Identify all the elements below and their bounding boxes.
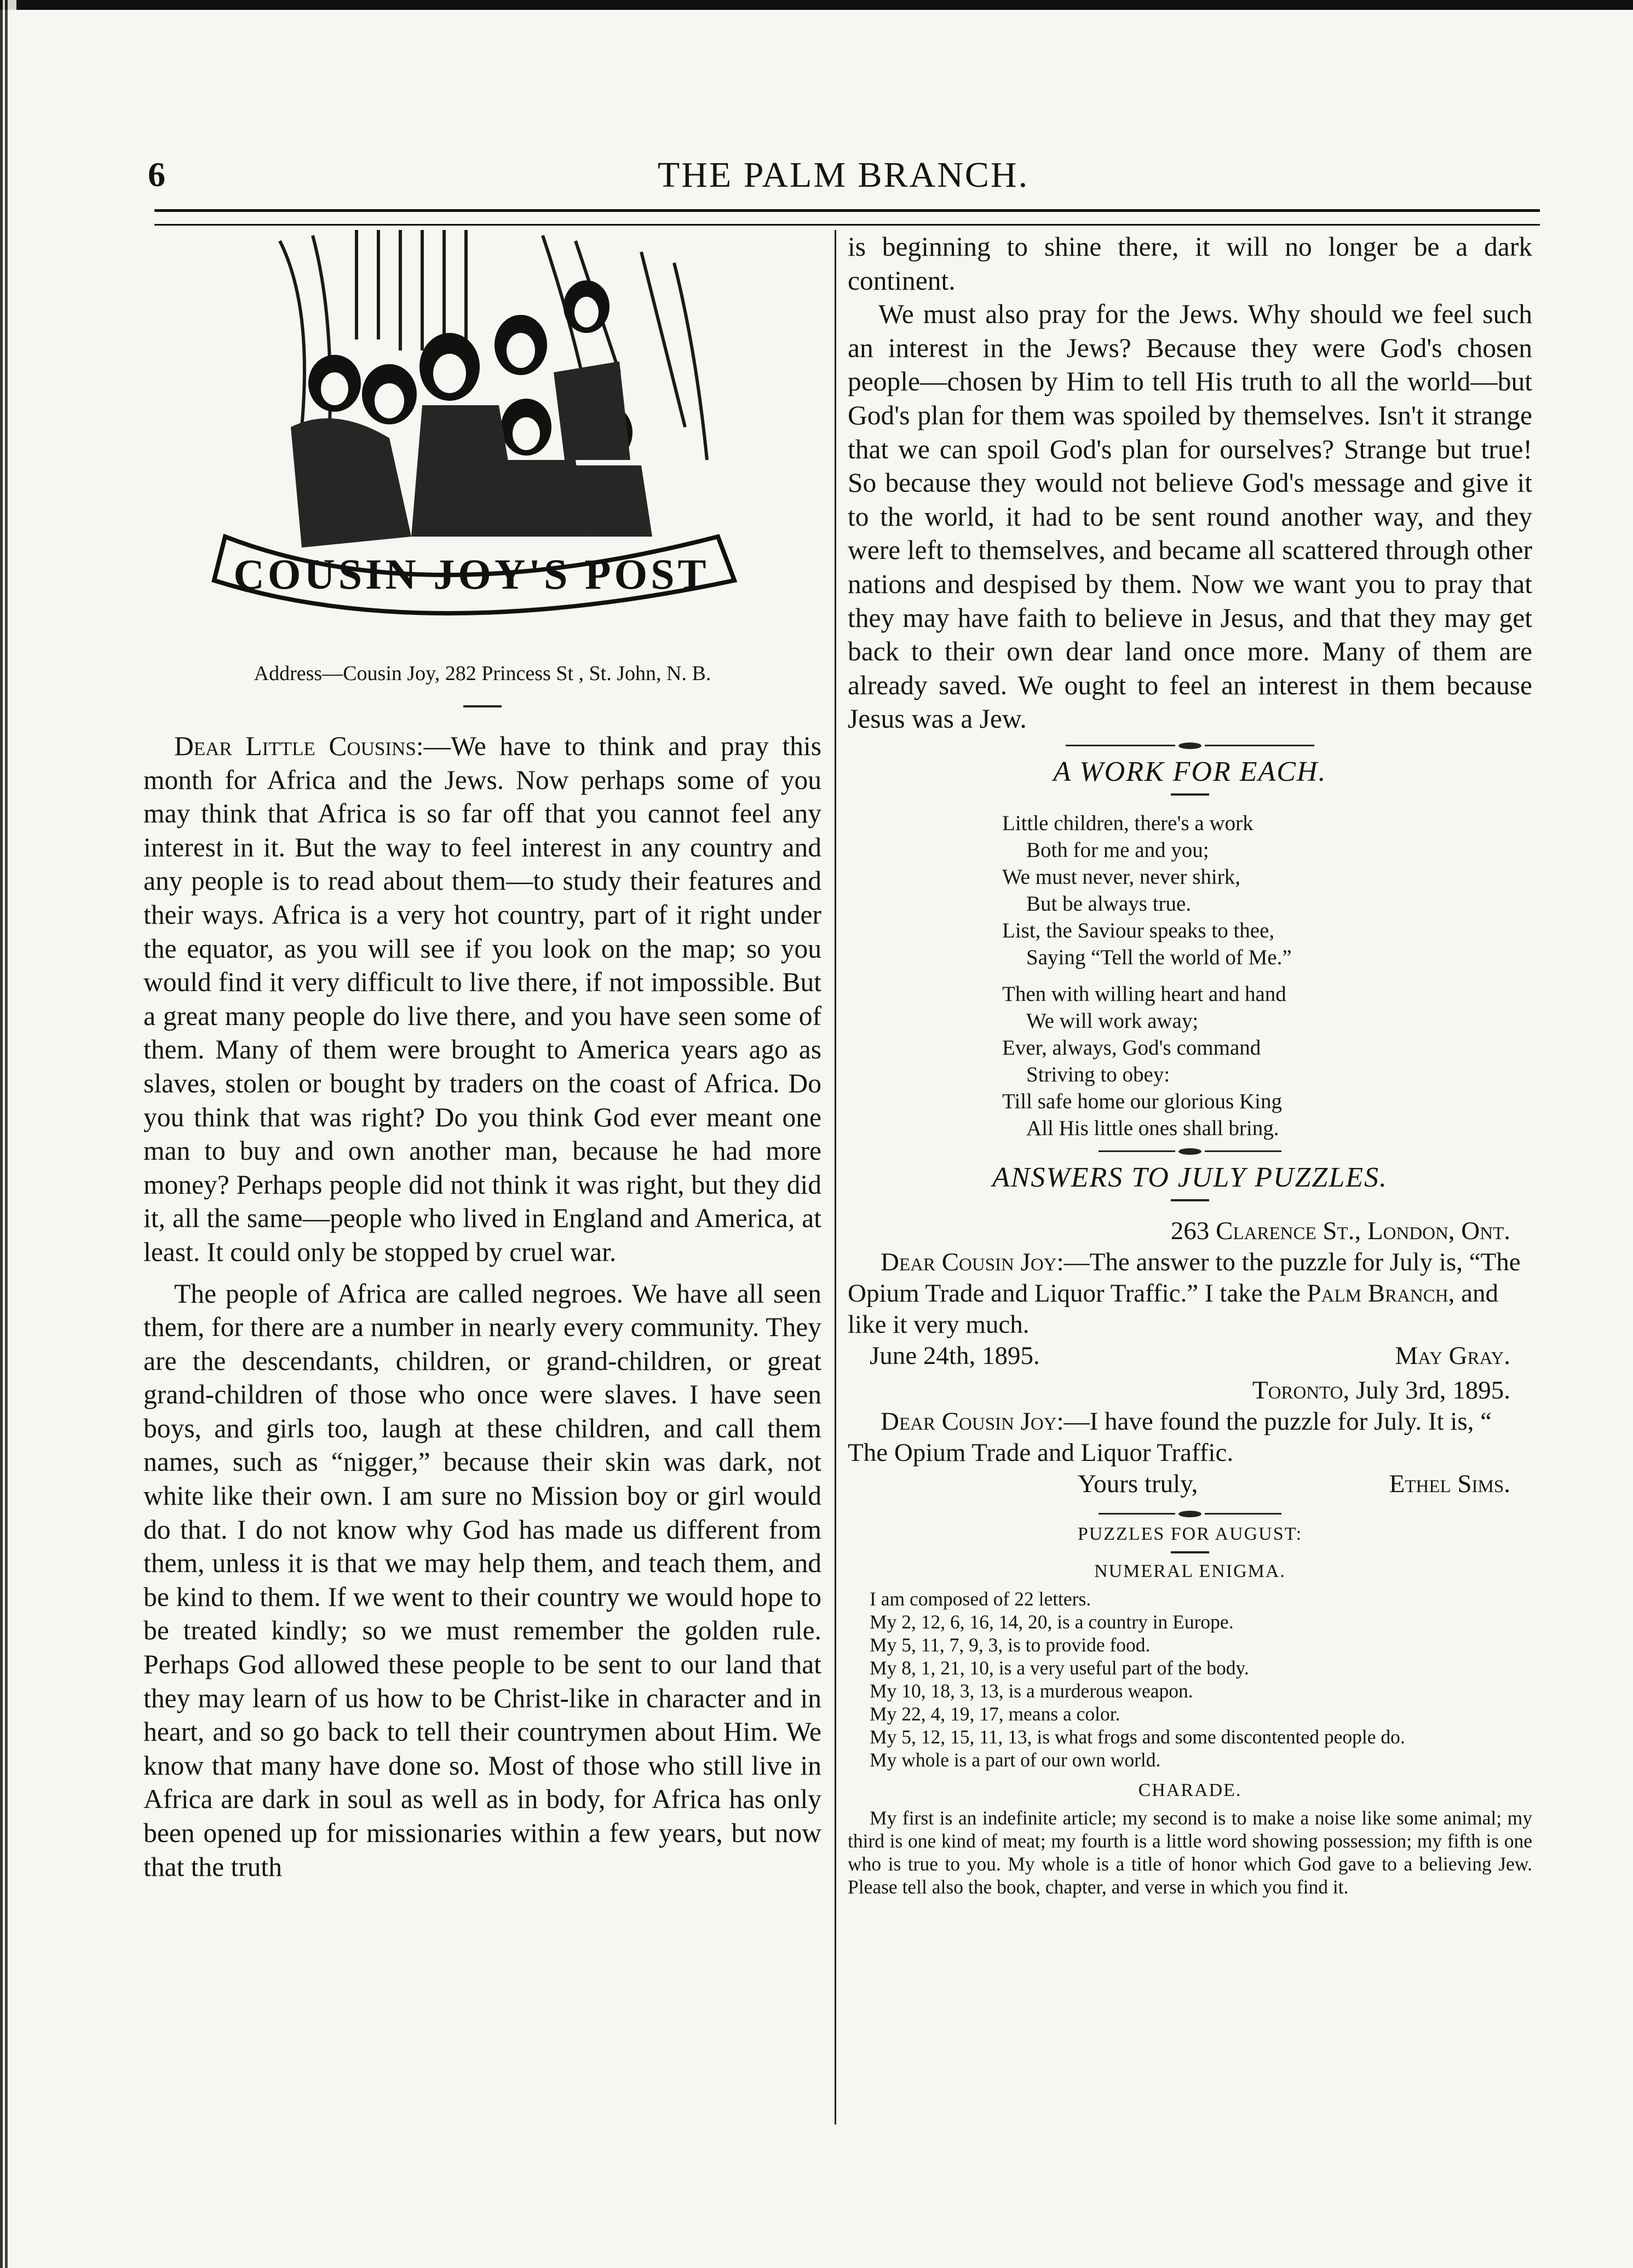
enigma-line: My 5, 11, 7, 9, 3, is to provide food. <box>870 1633 1151 1656</box>
letter2-signature: Ethel Sims. <box>1389 1469 1510 1498</box>
charade-text: My first is an indefinite article; my second is to make a noise like some animal; my third is one kind of meat; my fourth is a little word showing possession; my fifth is one who is true to you. My whole is a title of honor which God gave to a believing Jew. Please tell also the book, chapter, and verse in which you find it. <box>848 1806 1532 1898</box>
divider-short <box>1171 1551 1209 1553</box>
poem-line: List, the Saviour speaks to thee, <box>1002 918 1275 942</box>
poem-line: Little children, there's a work <box>1002 811 1254 835</box>
letter2-date: , July 3rd, 1895. <box>1343 1375 1510 1404</box>
letter2-text: :—I have found the puzzle for July. It is, “ The Opium Trade and Liquor Traffic. <box>848 1407 1492 1467</box>
letter-paragraph-2: The people of Africa are called negroes. We have all seen them, for there are a number in nearly every community. They are the descendants, children, or grand-children, or great grand-children of those who once were slaves. I have seen boys, and girls too, laugh at these children, and call them names, such as “nigger,” because their skin was dark, not white like their own. I am sure no Mission boy or girl would do that. I do not know why God has made us different from them, unless it is that we may help them, and teach them, and be kind to them. If we went to their country we would hope to be treated kindly; so we must remember the golden rule. Perhaps God allowed these people to be sent to our land that they may learn of us how to be Christ-like in character and in heart, and so go back to tell their countrymen about Him. We know that many have done so. Most of those who still live in Africa are dark in soul as well as in body, for Africa has only been opened up for missionaries within a few years, but now that the truth <box>143 1278 821 1882</box>
page-header <box>148 154 1539 204</box>
enigma-line: My 8, 1, 21, 10, is a very useful part of the body. <box>870 1656 1249 1679</box>
letter-paragraph-1 <box>143 729 821 1269</box>
letter1-body <box>848 1247 1532 1340</box>
enigma-line: My 10, 18, 3, 13, is a murderous weapon. <box>870 1679 1193 1702</box>
enigma-heading: NUMERAL ENIGMA. <box>1094 1561 1286 1581</box>
poem-line: But be always true. <box>1026 891 1192 916</box>
ornament-rule <box>848 742 1532 749</box>
poem-line: We must never, never shirk, <box>1002 865 1240 889</box>
letter2-closing: Yours truly, <box>1078 1469 1198 1498</box>
cousin-joy-illustration <box>192 230 773 646</box>
illustration-banner-text: COUSIN JOY'S POST <box>233 550 710 598</box>
poem-line: Striving to obey: <box>1026 1062 1170 1086</box>
page-top-edge <box>0 0 1633 10</box>
running-title: THE PALM BRANCH. <box>657 155 1030 195</box>
poem-line: All His little ones shall bring. <box>1026 1116 1279 1140</box>
ornament-rule <box>848 1148 1532 1155</box>
poem-line: We will work away; <box>1026 1009 1199 1033</box>
letter-paragraph-4: We must also pray for the Jews. Why should we feel such an interest in the Jews? Because they were God's chosen people—chosen by Him to tell His truth to all the world—but God's plan for them was spoiled by themselves. Isn't it strange that we can spoil God's plan for ourselves? Strange but true! So because they would not believe God's message and give it to the world, it had to be sent round another way, and they were left to themselves, and became all scattered through other nations and despised by them. Now we want you to pray that they may have faith to believe in Jesus, and that they may get back to their own dear land once more. Many of them are already saved. We ought to feel an interest in them because Jesus was a Jew. <box>848 299 1532 734</box>
poem-line: Till safe home our glorious King <box>1002 1089 1282 1113</box>
numeral-enigma <box>848 1587 1532 1771</box>
poem-line: Then with willing heart and hand <box>1002 982 1286 1006</box>
poem-title: A WORK FOR EACH. <box>1053 756 1327 787</box>
letter2-signoff <box>848 1469 1532 1500</box>
right-column <box>848 230 1532 1898</box>
charade-heading: CHARADE. <box>1138 1780 1242 1800</box>
enigma-line: My 2, 12, 6, 16, 14, 20, is a country in Europe. <box>870 1610 1234 1633</box>
answer-letter-1 <box>848 1216 1532 1372</box>
letter2-dateline <box>848 1375 1532 1406</box>
letter2-body <box>848 1406 1532 1469</box>
left-column <box>143 230 821 1884</box>
paragraph-1-text: :—We have to think and pray this month for Africa and the Jews. Now perhaps some of you may think that Africa is so far off that you cannot feel any interest in it. But the way to feel interest in any country and any people is to read about them—to study their features and their ways. Africa is a very hot country, part of it right under the equator, as you will see if you look on the map; so you would find it very difficult to live there, if not impossible. But a great many people do live there, and you have seen some of them. Many of them were brought to America years ago as slaves, stolen or bought by traders on the coast of Africa. Do you think that was right? Do you think God ever meant one man to buy and own another man, because he had more money? Perhaps people did not think it was right, but they did it, all the same—people who lived in England and America, at least. It could only be stopped by cruel war. <box>143 731 822 1267</box>
letter1-text-end: , and like it very much. <box>848 1279 1498 1339</box>
enigma-line: My 22, 4, 19, 17, means a color. <box>870 1702 1120 1725</box>
enigma-whole: My whole is a part of our own world. <box>870 1748 1161 1771</box>
salutation: Dear Little Cousins <box>174 731 416 761</box>
poem-line: Saying “Tell the world of Me.” <box>1026 945 1292 969</box>
letter-paragraph-3: is beginning to shine there, it will no longer be a dark continent. <box>848 232 1532 296</box>
divider-short <box>1171 1199 1209 1201</box>
enigma-line: My 5, 12, 15, 11, 13, is what frogs and some discontented people do. <box>870 1725 1405 1748</box>
letter1-text: :—The answer to the puzzle for July is, “The Opium Trade and Liquor Traffic.” I take the <box>848 1247 1521 1308</box>
column-divider <box>835 230 836 2125</box>
letter1-date: June 24th, 1895. <box>870 1341 1040 1370</box>
poem-line: Ever, always, God's command <box>1002 1035 1261 1060</box>
letter1-signoff <box>848 1340 1532 1372</box>
poem <box>1002 810 1532 1142</box>
enigma-intro: I am composed of 22 letters. <box>870 1587 1091 1610</box>
magazine-name: Palm Branch <box>1307 1279 1448 1308</box>
answer-letter-2 <box>848 1375 1532 1500</box>
divider-short <box>463 705 502 707</box>
page-binding-edge <box>0 0 16 2268</box>
letter1-address: 263 Clarence St., London, Ont. <box>1170 1216 1510 1245</box>
puzzles-heading: PUZZLES FOR AUGUST: <box>1077 1523 1303 1544</box>
page-number: 6 <box>148 155 165 194</box>
letter2-place: Toronto <box>1252 1375 1343 1404</box>
letter1-signature: May Gray. <box>1395 1341 1510 1370</box>
letter1-salutation: Dear Cousin Joy <box>881 1247 1057 1276</box>
letter2-salutation: Dear Cousin Joy <box>881 1407 1057 1436</box>
answers-title: ANSWERS TO JULY PUZZLES. <box>992 1161 1388 1193</box>
header-rule <box>154 209 1540 226</box>
charade <box>848 1806 1532 1898</box>
poem-line: Both for me and you; <box>1026 838 1209 862</box>
address-line: Address—Cousin Joy, 282 Princess St , St. John, N. B. <box>254 662 711 685</box>
divider-short <box>1171 793 1209 796</box>
ornament-rule <box>848 1511 1532 1517</box>
